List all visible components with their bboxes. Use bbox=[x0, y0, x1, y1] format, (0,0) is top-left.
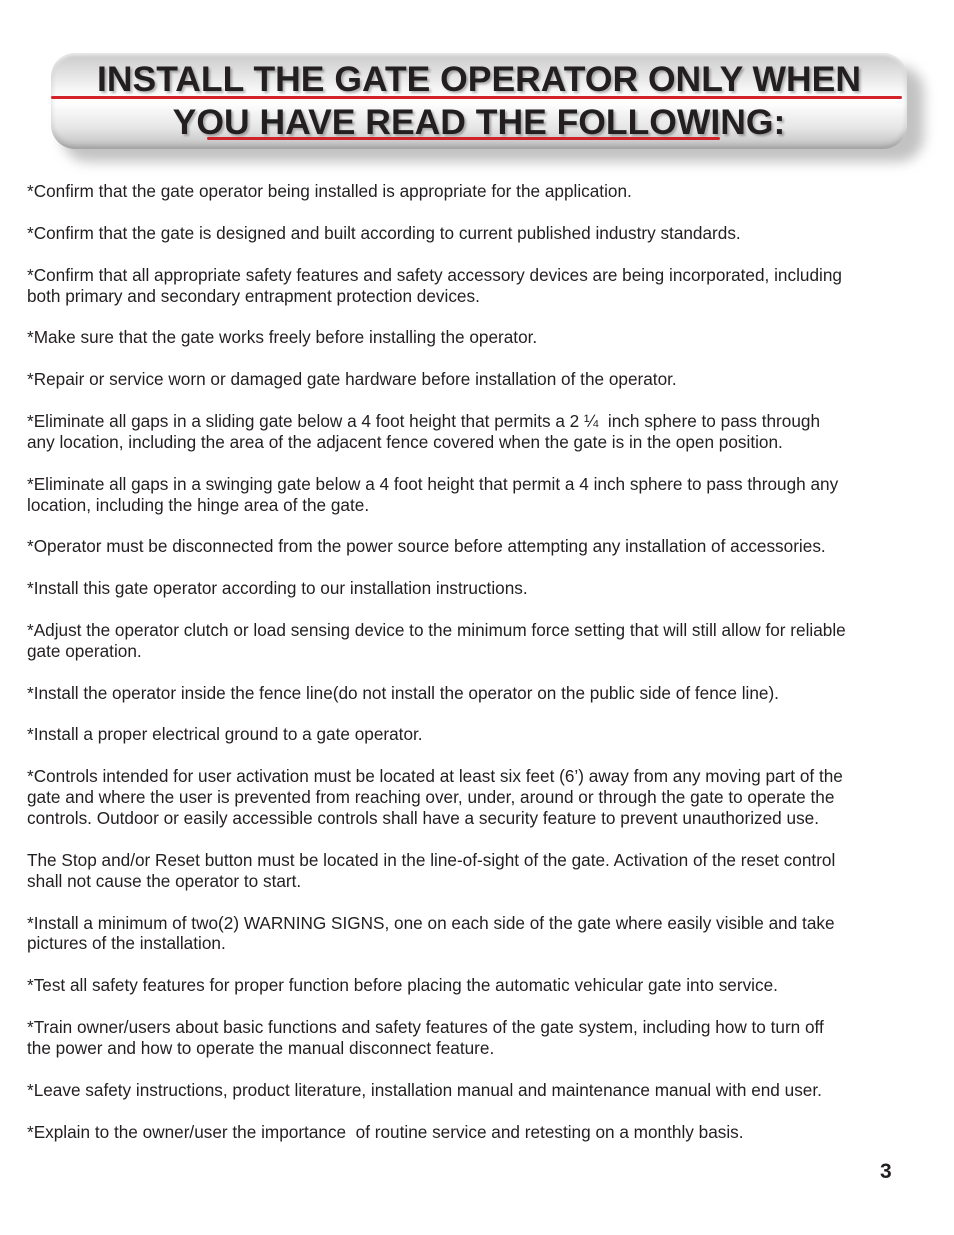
page-title-line-2: YOU HAVE READ THE FOLLOWING: bbox=[172, 102, 786, 142]
instruction-item: *Train owner/users about basic functions and safety features of the gate system, including how to turn off the power and how to operate the manual disconnect feature. bbox=[27, 1017, 824, 1058]
instruction-item: *Repair or service worn or damaged gate hardware before installation of the operator. bbox=[27, 369, 677, 390]
instruction-item: *Eliminate all gaps in a sliding gate below a 4 foot height that permits a 2 ¼ inch sphere to pass through any location, including the area of the adjacent fence covered when the gate is in the open position. bbox=[27, 410, 821, 452]
instruction-item: *Operator must be disconnected from the power source before attempting any installation of accessories. bbox=[27, 536, 826, 557]
instruction-item: *Explain to the owner/user the importance of routine service and retesting on a monthly basis. bbox=[27, 1121, 744, 1142]
instruction-list bbox=[27, 181, 927, 1163]
instruction-item: *Install a proper electrical ground to a gate operator. bbox=[27, 724, 423, 745]
instruction-item: *Install this gate operator according to our installation instructions. bbox=[27, 578, 528, 599]
instruction-item: *Controls intended for user activation must be located at least six feet (6’) away from any moving part of the gate and where the user is prevented from reaching over, under, around or through the gate to operate the controls. Outdoor or easily accessible controls shall have a security feature to prevent unauthorized use. bbox=[27, 766, 843, 828]
instruction-item: *Leave safety instructions, product literature, installation manual and maintenance manual with end user. bbox=[27, 1079, 822, 1100]
instruction-item: *Adjust the operator clutch or load sensing device to the minimum force setting that will still allow for reliable gate operation. bbox=[27, 619, 846, 661]
page-title bbox=[51, 58, 907, 144]
instruction-item: The Stop and/or Reset button must be located in the line-of-sight of the gate. Activation of the reset control shall not cause the operator to start. bbox=[27, 849, 836, 891]
instruction-item: *Confirm that the gate is designed and built according to current published industry standards. bbox=[27, 222, 741, 243]
page-title-line-1: INSTALL THE GATE OPERATOR ONLY WHEN bbox=[97, 59, 861, 99]
instruction-item: *Make sure that the gate works freely before installing the operator. bbox=[27, 327, 538, 348]
instruction-item: *Install the operator inside the fence line(do not install the operator on the public side of fence line). bbox=[27, 682, 779, 703]
instruction-item: *Confirm that the gate operator being installed is appropriate for the application. bbox=[27, 181, 632, 201]
instruction-item: *Test all safety features for proper function before placing the automatic vehicular gate into service. bbox=[27, 975, 778, 996]
page-number: 3 bbox=[880, 1160, 892, 1183]
instruction-item: *Install a minimum of two(2) WARNING SIGNS, one on each side of the gate where easily visible and take pictures of the installation. bbox=[27, 912, 835, 954]
instruction-item: *Confirm that all appropriate safety features and safety accessory devices are being incorporated, including both primary and secondary entrapment protection devices. bbox=[27, 264, 842, 306]
instruction-item: *Eliminate all gaps in a swinging gate below a 4 foot height that permit a 4 inch sphere to pass through any location, including the hinge area of the gate. bbox=[27, 473, 839, 515]
